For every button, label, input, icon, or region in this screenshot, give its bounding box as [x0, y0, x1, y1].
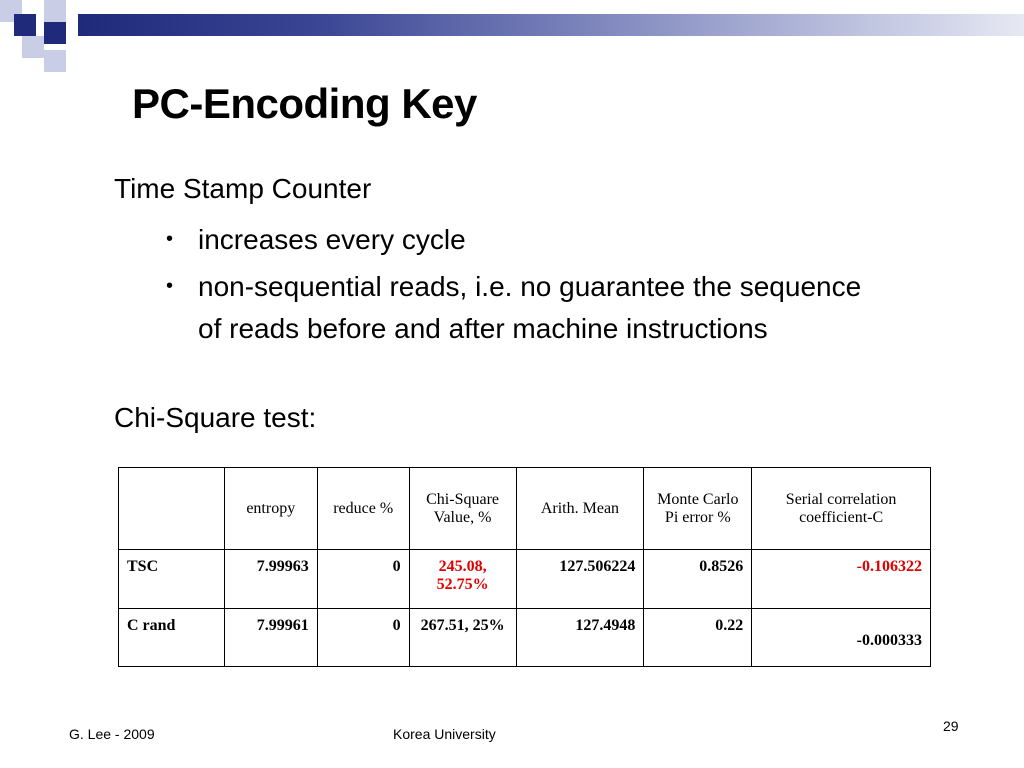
bullet-text: increases every cycle	[198, 224, 466, 255]
table-cell-highlight: -0.106322	[752, 550, 931, 608]
results-table	[118, 467, 931, 667]
decor-square	[22, 36, 44, 58]
table-cell-label: C rand	[119, 608, 225, 666]
decor-square	[44, 0, 66, 22]
table-header-cell	[119, 468, 225, 550]
table-header-cell: Serial correlation coefficient-C	[752, 468, 931, 550]
table-cell: 7.99961	[224, 608, 317, 666]
table-header-row	[119, 468, 931, 550]
table-header-cell: entropy	[224, 468, 317, 550]
table-row	[119, 550, 931, 608]
body-line-chi-square: Chi-Square test:	[114, 402, 317, 433]
bullet-icon: •	[166, 228, 174, 250]
table-cell: 127.506224	[516, 550, 644, 608]
table-cell: 127.4948	[516, 608, 644, 666]
table-header-cell: reduce %	[317, 468, 409, 550]
table-cell-highlight: 245.08, 52.75%	[409, 550, 516, 608]
table-cell: 0	[317, 550, 409, 608]
decor-square	[14, 14, 36, 36]
body-line-time-stamp: Time Stamp Counter	[114, 173, 372, 204]
table-cell: 0	[317, 608, 409, 666]
bullet-icon: •	[166, 275, 174, 297]
footer-institution: Korea University	[393, 726, 496, 742]
table-cell: 0.22	[644, 608, 752, 666]
decor-square	[44, 50, 66, 72]
table-cell: -0.000333	[752, 608, 931, 666]
bullet-text: non-sequential reads, i.e. no guarantee the sequence of reads before and after machine instructions	[198, 271, 862, 344]
table-header-cell: Monte Carlo Pi error %	[644, 468, 752, 550]
table-cell-label: TSC	[119, 550, 225, 608]
footer-author: G. Lee - 2009	[69, 726, 155, 742]
footer-page-number: 29	[943, 718, 959, 734]
table-cell: 7.99963	[224, 550, 317, 608]
table-header-cell: Chi-Square Value, %	[409, 468, 516, 550]
header-gradient-bar	[78, 14, 1024, 36]
slide-title: PC-Encoding Key	[132, 80, 477, 127]
decor-square	[44, 22, 66, 44]
table-cell: 267.51, 25%	[409, 608, 516, 666]
table-header-cell: Arith. Mean	[516, 468, 644, 550]
table-cell: 0.8526	[644, 550, 752, 608]
table-row	[119, 608, 931, 666]
